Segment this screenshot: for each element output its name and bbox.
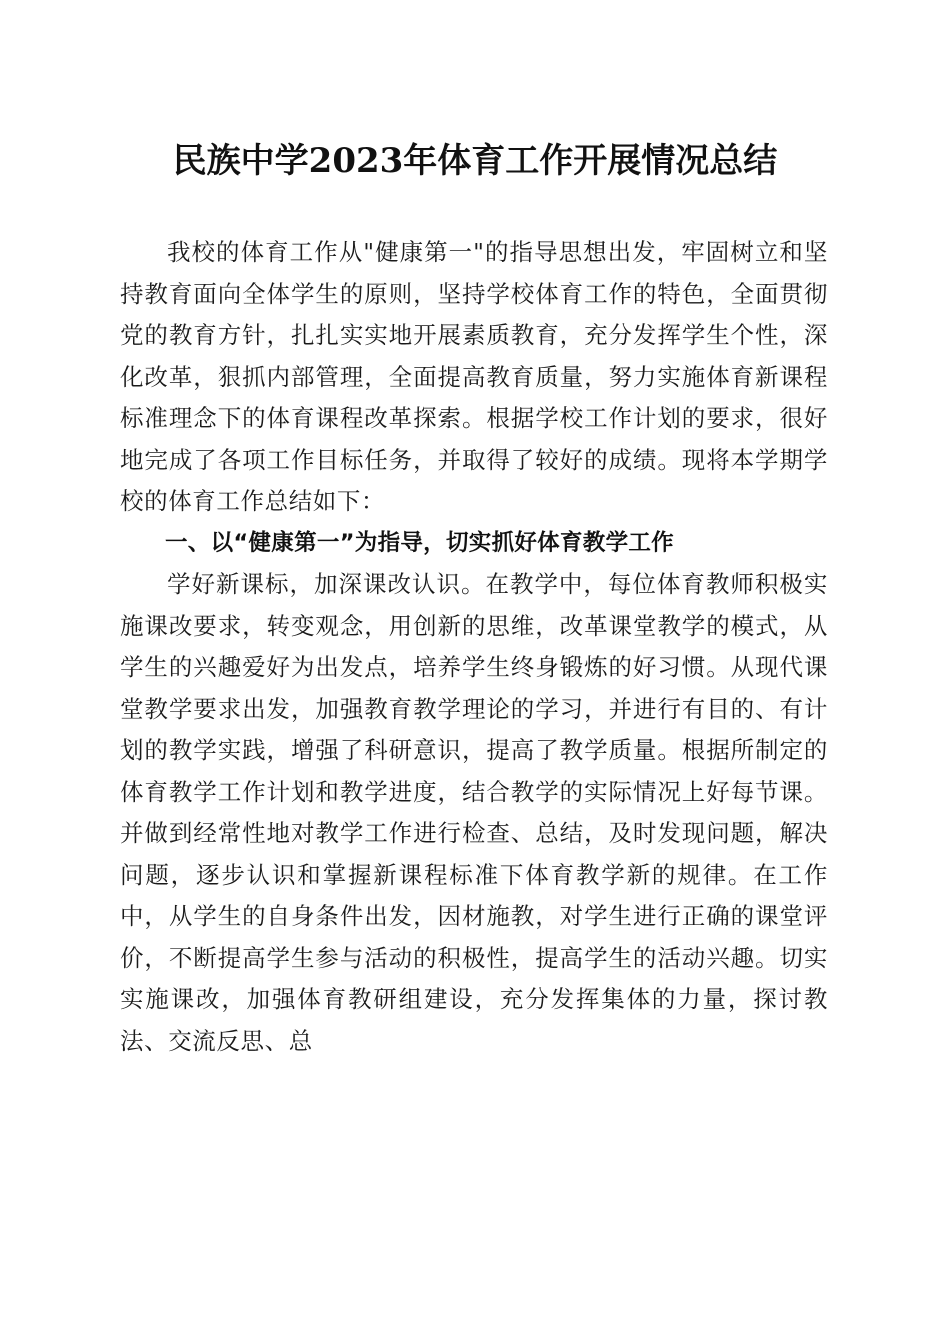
section-1-paragraph: 学好新课标，加深课改认识。在教学中，每位体育教师积极实施课改要求，转变观念，用创新的思维，改革课堂教学的模式，从学生的兴趣爱好为出发点，培养学生终身锻炼的好习惯。从现代课堂教学要求出发，加强教育教学理论的学习，并进行有目的、有计划的教学实践，增强了科研意识，提高了教学质量。根据所制定的体育教学工作计划和教学进度，结合教学的实际情况上好每节课。并做到经常性地对教学工作进行检查、总结，及时发现问题，解决问题，逐步认识和掌握新课程标准下体育教学新的规律。在工作中，从学生的自身条件出发，因材施教，对学生进行正确的课堂评价，不断提高学生参与活动的积极性，提高学生的活动兴趣。切实实施课改，加强体育教研组建设，充分发挥集体的力量，探讨教法、交流反思、总 (120, 570, 828, 1055)
section-1-heading: 一、以“健康第一”为指导，切实抓好体育教学工作 (165, 529, 674, 556)
intro-paragraph: 我校的体育工作从"健康第一"的指导思想出发，牢固树立和坚持教育面向全体学生的原则，坚持学校体育工作的特色，全面贯彻党的教育方针，扎扎实实地开展素质教育，充分发挥学生个性，深化改革，狠抓内部管理，全面提高教育质量，努力实施体育新课程标准理念下的体育课程改革探索。根据学校工作计划的要求，很好地完成了各项工作目标任务，并取得了较好的成绩。现将本学期学校的体育工作总结如下： (120, 238, 828, 515)
document-body (120, 232, 828, 1062)
document-title: 民族中学2023年体育工作开展情况总结 (172, 141, 778, 181)
